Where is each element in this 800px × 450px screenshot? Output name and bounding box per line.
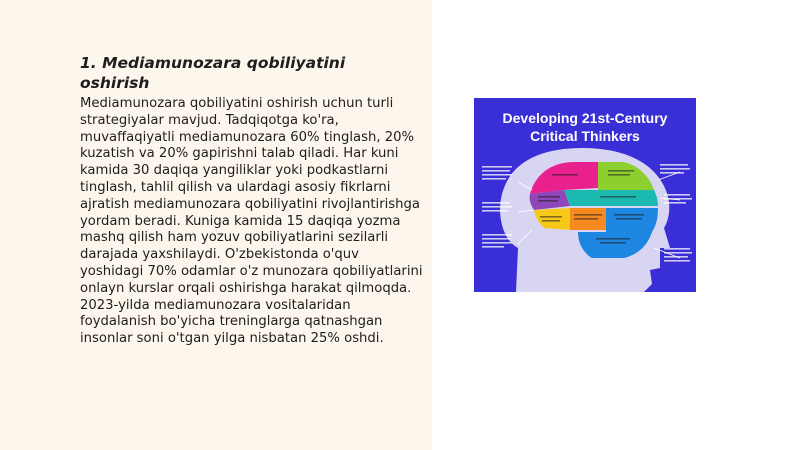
section-body-text: Mediamunozara qobiliyatini oshirish uchun turli strategiyalar mavjud. Tadqiqotga ko'ra, muvaffaqiyatli mediamunozara 60% tinglash, 20% kuzatish va 20% gapirishni talab qiladi. Har kuni kamida 30 daqiqa yangiliklar yoki podkastlarni tinglash, tahlil qilish va ulardagi asosiy fikrlarni ajratish mediamunozara qobiliyatini rivojlantirishga yordam beradi. Kuniga kamida 15 daqiqa yozma mashq qilish ham yozuv qobiliyatlarini sezilarli darajada yaxshilaydi. O'zbekistonda o'quv yoshidagi 70% odamlar o'z munozara qobiliyatlarini onlayn kurslar orqali oshirishga harakat qilmoqda. 2023-yilda mediamunozara vositalaridan foydalanish bo'yicha treninglarga qatnashgan insonlar soni o'tgan yilga nisbatan 25% oshdi. <box>80 96 423 347</box>
infographic-image <box>474 98 696 292</box>
brain-segment-blue-upper <box>606 208 658 232</box>
infographic-title-line1: Developing 21st-Century <box>502 110 668 126</box>
brain-segment-teal <box>564 190 658 206</box>
section-heading: 1. Mediamunozara qobiliyatini oshirish <box>80 54 346 92</box>
infographic-title-line2: Critical Thinkers <box>530 128 640 144</box>
critical-thinkers-infographic <box>474 98 696 292</box>
